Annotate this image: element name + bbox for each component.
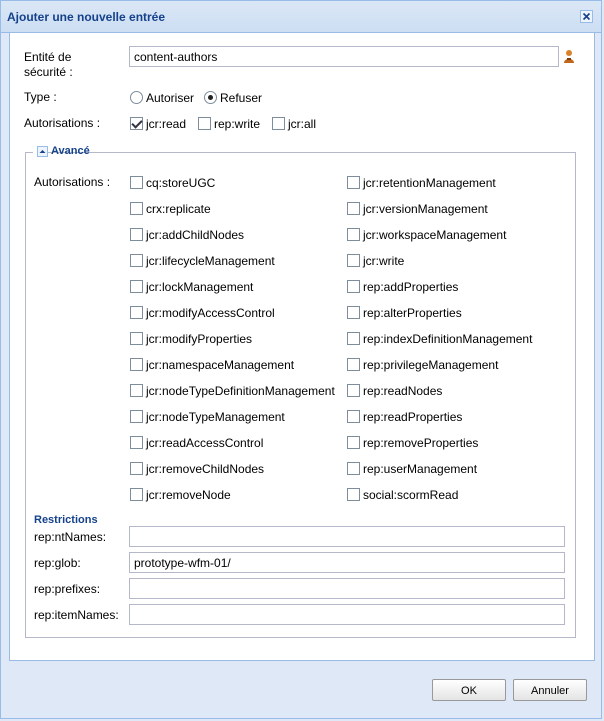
advanced-legend-text: Avancé [51, 145, 90, 157]
type-label: Type : [24, 90, 57, 104]
checkbox-rep-usermanagement-label: rep:userManagement [363, 462, 478, 476]
principal-input[interactable] [129, 46, 559, 67]
ok-button[interactable]: OK [432, 679, 506, 701]
checkbox-rep-removeproperties-label: rep:removeProperties [363, 436, 479, 450]
radio-allow-label: Autoriser [146, 91, 195, 105]
checkbox-jcr-versionmanagement-label: jcr:versionManagement [363, 202, 488, 216]
checkbox-rep-addproperties[interactable] [347, 280, 360, 293]
checkbox-jcr-removechildnodes[interactable] [130, 462, 143, 475]
checkbox-jcr-namespacemanagement-label: jcr:namespaceManagement [146, 358, 295, 372]
checkbox-jcr-retentionmanagement-label: jcr:retentionManagement [363, 176, 496, 190]
checkbox-jcr-read[interactable] [130, 117, 143, 130]
checkbox-jcr-read-label: jcr:read [146, 117, 187, 131]
privileges-label: Autorisations : [24, 116, 101, 130]
cancel-button[interactable]: Annuler [513, 679, 587, 701]
checkbox-jcr-removenode-label: jcr:removeNode [146, 488, 231, 502]
restriction-label-itemnames: rep:itemNames: [34, 608, 119, 622]
checkbox-rep-alterproperties-label: rep:alterProperties [363, 306, 462, 320]
principal-label-line2: sécurité : [24, 65, 73, 79]
restriction-input-ntnames[interactable] [129, 526, 565, 547]
checkbox-jcr-workspacemanagement[interactable] [347, 228, 360, 241]
checkbox-rep-indexdefinitionmanagement-label: rep:indexDefinitionManagement [363, 332, 533, 346]
checkbox-jcr-retentionmanagement[interactable] [347, 176, 360, 189]
restriction-label-ntnames: rep:ntNames: [34, 530, 107, 544]
checkbox-jcr-removechildnodes-label: jcr:removeChildNodes [146, 462, 265, 476]
user-icon[interactable] [563, 49, 575, 63]
checkbox-jcr-write[interactable] [347, 254, 360, 267]
restriction-label-glob: rep:glob: [34, 556, 81, 570]
close-icon[interactable] [580, 10, 593, 23]
checkbox-jcr-lifecyclemanagement-label: jcr:lifecycleManagement [146, 254, 275, 268]
checkbox-jcr-nodetypedefinitionmanagement-label: jcr:nodeTypeDefinitionManagement [146, 384, 335, 398]
checkbox-rep-removeproperties[interactable] [347, 436, 360, 449]
checkbox-rep-readnodes-label: rep:readNodes [363, 384, 443, 398]
advanced-privileges-label: Autorisations : [34, 175, 111, 189]
checkbox-jcr-all-label: jcr:all [288, 117, 317, 131]
checkbox-jcr-addchildnodes[interactable] [130, 228, 143, 241]
checkbox-rep-readproperties[interactable] [347, 410, 360, 423]
principal-label-line1: Entité de [24, 50, 72, 64]
checkbox-crx-replicate-label: crx:replicate [146, 202, 211, 216]
radio-deny-label: Refuser [220, 91, 263, 105]
restrictions-title: Restrictions [34, 514, 98, 526]
checkbox-rep-alterproperties[interactable] [347, 306, 360, 319]
checkbox-jcr-workspacemanagement-label: jcr:workspaceManagement [363, 228, 507, 242]
checkbox-jcr-namespacemanagement[interactable] [130, 358, 143, 371]
collapse-icon[interactable] [37, 146, 48, 157]
checkbox-jcr-addchildnodes-label: jcr:addChildNodes [146, 228, 245, 242]
checkbox-jcr-readaccesscontrol[interactable] [130, 436, 143, 449]
checkbox-rep-privilegemanagement-label: rep:privilegeManagement [363, 358, 499, 372]
checkbox-jcr-lockmanagement-label: jcr:lockManagement [146, 280, 254, 294]
checkbox-jcr-nodetypemanagement[interactable] [130, 410, 143, 423]
checkbox-jcr-write-label: jcr:write [363, 254, 405, 268]
checkbox-rep-privilegemanagement[interactable] [347, 358, 360, 371]
checkbox-jcr-modifyproperties-label: jcr:modifyProperties [146, 332, 253, 346]
checkbox-crx-replicate[interactable] [130, 202, 143, 215]
checkbox-jcr-nodetypemanagement-label: jcr:nodeTypeManagement [146, 410, 285, 424]
checkbox-jcr-removenode[interactable] [130, 488, 143, 501]
radio-allow[interactable] [130, 91, 143, 104]
checkbox-jcr-modifyaccesscontrol-label: jcr:modifyAccessControl [146, 306, 275, 320]
checkbox-rep-readproperties-label: rep:readProperties [363, 410, 463, 424]
checkbox-rep-write-label: rep:write [214, 117, 261, 131]
checkbox-cq-storeugc-label: cq:storeUGC [146, 176, 216, 190]
checkbox-social-scormread-label: social:scormRead [363, 488, 459, 502]
dialog-titlebar[interactable] [1, 1, 601, 33]
dialog-body [9, 32, 595, 661]
checkbox-rep-readnodes[interactable] [347, 384, 360, 397]
checkbox-jcr-lifecyclemanagement[interactable] [130, 254, 143, 267]
dialog-title: Ajouter une nouvelle entrée [7, 10, 166, 24]
checkbox-jcr-nodetypedefinitionmanagement[interactable] [130, 384, 143, 397]
radio-deny[interactable] [204, 91, 217, 104]
checkbox-jcr-modifyproperties[interactable] [130, 332, 143, 345]
restriction-label-prefixes: rep:prefixes: [34, 582, 101, 596]
checkbox-rep-indexdefinitionmanagement[interactable] [347, 332, 360, 345]
restriction-input-itemnames[interactable] [129, 604, 565, 625]
restriction-input-glob[interactable] [129, 552, 565, 573]
checkbox-jcr-modifyaccesscontrol[interactable] [130, 306, 143, 319]
checkbox-cq-storeugc[interactable] [130, 176, 143, 189]
advanced-legend[interactable] [33, 145, 90, 159]
checkbox-rep-usermanagement[interactable] [347, 462, 360, 475]
checkbox-jcr-all[interactable] [272, 117, 285, 130]
checkbox-social-scormread[interactable] [347, 488, 360, 501]
checkbox-jcr-lockmanagement[interactable] [130, 280, 143, 293]
checkbox-jcr-versionmanagement[interactable] [347, 202, 360, 215]
checkbox-jcr-readaccesscontrol-label: jcr:readAccessControl [146, 436, 264, 450]
checkbox-rep-addproperties-label: rep:addProperties [363, 280, 459, 294]
checkbox-rep-write[interactable] [198, 117, 211, 130]
restriction-input-prefixes[interactable] [129, 578, 565, 599]
